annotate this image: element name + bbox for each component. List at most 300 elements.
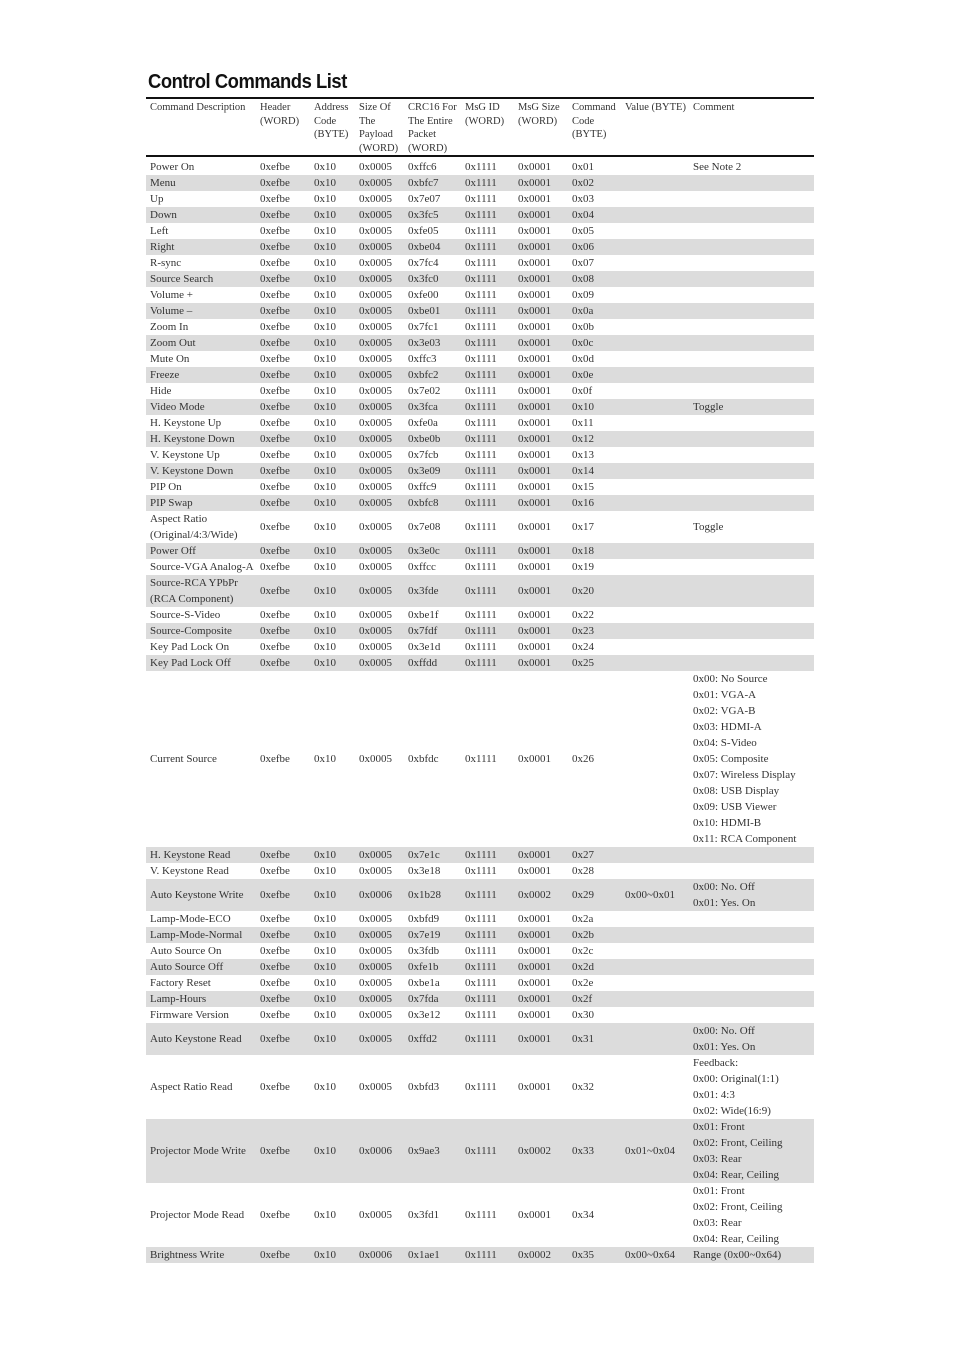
header-cell: 0xefbe <box>260 1081 290 1093</box>
comment-cell <box>689 671 814 847</box>
command-description-cell: Right <box>146 239 256 255</box>
msg-size-cell: 0x0001 <box>518 641 551 653</box>
address-code-cell: 0x10 <box>314 289 336 301</box>
value-cell <box>621 431 689 447</box>
crc16-cell: 0x3e18 <box>408 865 441 877</box>
command-code-cell: 0x30 <box>572 1009 594 1021</box>
comment-line: 0x01: Front <box>693 1185 745 1197</box>
value-cell <box>621 543 689 559</box>
header-cell: 0xefbe <box>256 847 310 863</box>
payload-size-cell: 0x0005 <box>355 543 404 559</box>
crc16-cell: 0xbe1a <box>408 977 440 989</box>
payload-size-cell: 0x0005 <box>359 1209 392 1221</box>
msg-id-cell: 0x1111 <box>465 161 497 173</box>
msg-id-cell: 0x1111 <box>461 575 514 607</box>
header-cell: 0xefbe <box>260 161 290 173</box>
address-code-cell: 0x10 <box>314 865 336 877</box>
table-row <box>146 623 814 639</box>
table-row <box>146 191 814 207</box>
column-header: Address Code (BYTE) <box>310 98 355 156</box>
comment-line: 0x01: VGA-A <box>693 689 757 701</box>
command-description-cell: Volume – <box>146 303 256 319</box>
crc16-cell: 0xffc6 <box>408 161 437 173</box>
msg-id-cell: 0x1111 <box>461 847 514 863</box>
header-cell: 0xefbe <box>260 257 290 269</box>
comment-line: Toggle <box>693 521 724 533</box>
msg-id-cell: 0x1111 <box>465 385 497 397</box>
command-code-cell: 0x2e <box>572 977 594 989</box>
command-code-cell: 0x33 <box>568 1119 621 1183</box>
address-code-cell: 0x10 <box>314 913 336 925</box>
table-row <box>146 447 814 463</box>
header-cell: 0xefbe <box>256 463 310 479</box>
header-cell: 0xefbe <box>260 481 290 493</box>
msg-size-cell: 0x0001 <box>518 945 551 957</box>
msg-size-cell: 0x0001 <box>518 289 551 301</box>
value-cell <box>621 239 689 255</box>
header-cell: 0xefbe <box>256 1023 310 1055</box>
comment-line: See Note 2 <box>693 161 742 173</box>
value-cell <box>621 415 689 431</box>
command-code-cell: 0x24 <box>572 641 594 653</box>
payload-size-cell: 0x0005 <box>355 495 404 511</box>
table-row <box>146 383 814 399</box>
comment-cell <box>689 607 814 623</box>
payload-size-cell: 0x0005 <box>359 225 392 237</box>
value-cell <box>621 175 689 191</box>
comment-cell <box>689 959 814 975</box>
msg-size-cell: 0x0001 <box>518 161 551 173</box>
value-cell <box>621 156 689 175</box>
address-code-cell: 0x10 <box>310 175 355 191</box>
msg-size-cell: 0x0001 <box>514 239 568 255</box>
table-row <box>146 495 814 511</box>
table-row <box>146 319 814 335</box>
header-cell: 0xefbe <box>260 1209 290 1221</box>
command-description-cell: Source-S-Video <box>150 609 221 621</box>
crc16-cell: 0x3e03 <box>404 335 461 351</box>
payload-size-cell: 0x0005 <box>359 353 392 365</box>
crc16-cell: 0x7e07 <box>408 193 441 205</box>
header-cell: 0xefbe <box>256 623 310 639</box>
address-code-cell: 0x10 <box>314 1009 336 1021</box>
comment-line: 0x00: No. Off <box>693 881 755 893</box>
address-code-cell: 0x10 <box>310 303 355 319</box>
payload-size-cell: 0x0006 <box>355 1247 404 1263</box>
msg-id-cell: 0x1111 <box>465 865 497 877</box>
msg-id-cell: 0x1111 <box>461 927 514 943</box>
command-code-cell: 0x20 <box>568 575 621 607</box>
comment-cell <box>689 156 814 175</box>
comment-line: 0x00: Original(1:1) <box>693 1073 779 1085</box>
command-code-cell: 0x32 <box>572 1081 594 1093</box>
command-description-cell: Down <box>146 207 256 223</box>
comment-line: 0x09: USB Viewer <box>693 801 777 813</box>
header-cell: 0xefbe <box>260 1009 290 1021</box>
payload-size-cell: 0x0005 <box>355 655 404 671</box>
table-row <box>146 1183 814 1247</box>
command-description-cell: Source-Composite <box>146 623 256 639</box>
command-description-cell: Lamp-Mode-Normal <box>146 927 256 943</box>
address-code-cell: 0x10 <box>314 1209 336 1221</box>
payload-size-cell: 0x0005 <box>355 303 404 319</box>
command-description-cell: H. Keystone Read <box>146 847 256 863</box>
command-description-cell: Hide <box>150 385 172 397</box>
crc16-cell: 0x9ae3 <box>404 1119 461 1183</box>
payload-size-cell: 0x0005 <box>355 207 404 223</box>
table-row <box>146 655 814 671</box>
crc16-cell: 0x3e12 <box>408 1009 441 1021</box>
address-code-cell: 0x10 <box>314 609 336 621</box>
comment-cell <box>689 1119 814 1183</box>
comment-cell <box>689 543 814 559</box>
comment-cell <box>689 463 814 479</box>
msg-id-cell: 0x1111 <box>465 449 497 461</box>
payload-size-cell: 0x0005 <box>355 1023 404 1055</box>
address-code-cell: 0x10 <box>310 847 355 863</box>
msg-id-cell: 0x1111 <box>465 1209 497 1221</box>
command-description-cell: V. Keystone Down <box>146 463 256 479</box>
crc16-cell: 0xbe1f <box>408 609 439 621</box>
address-code-cell: 0x10 <box>310 367 355 383</box>
command-description-cell: Source-RCA YPbPr (RCA Component) <box>146 575 256 607</box>
msg-id-cell: 0x1111 <box>461 991 514 1007</box>
crc16-cell: 0xbfc7 <box>404 175 461 191</box>
msg-size-cell: 0x0001 <box>518 865 551 877</box>
command-code-cell: 0x2f <box>568 991 621 1007</box>
msg-id-cell: 0x1111 <box>461 175 514 191</box>
crc16-cell: 0x7e08 <box>408 521 441 533</box>
address-code-cell: 0x10 <box>310 879 355 911</box>
payload-size-cell: 0x0006 <box>355 1119 404 1183</box>
address-code-cell: 0x10 <box>310 207 355 223</box>
msg-id-cell: 0x1111 <box>461 399 514 415</box>
comment-line: 0x11: RCA Component <box>693 833 797 845</box>
table-row <box>146 639 814 655</box>
address-code-cell: 0x10 <box>314 481 336 493</box>
command-description-cell: Video Mode <box>146 399 256 415</box>
value-cell <box>621 463 689 479</box>
payload-size-cell: 0x0005 <box>355 367 404 383</box>
comment-cell <box>689 415 814 431</box>
payload-size-cell: 0x0005 <box>359 417 392 429</box>
command-description-cell: Auto Keystone Write <box>146 879 256 911</box>
table-row <box>146 367 814 383</box>
payload-size-cell: 0x0005 <box>359 193 392 205</box>
payload-size-cell: 0x0005 <box>355 175 404 191</box>
comment-cell <box>689 495 814 511</box>
header-cell: 0xefbe <box>260 521 290 533</box>
comment-cell <box>689 255 814 271</box>
command-description-cell: H. Keystone Up <box>150 417 222 429</box>
command-code-cell: 0x10 <box>568 399 621 415</box>
address-code-cell: 0x10 <box>310 623 355 639</box>
msg-size-cell: 0x0001 <box>514 495 568 511</box>
crc16-cell: 0xfe0a <box>408 417 438 429</box>
table-row <box>146 671 814 847</box>
address-code-cell: 0x10 <box>310 575 355 607</box>
header-cell: 0xefbe <box>260 449 290 461</box>
crc16-cell: 0xfe00 <box>408 289 439 301</box>
table-row <box>146 1119 814 1183</box>
command-description-cell: R-sync <box>150 257 182 269</box>
value-cell <box>621 447 689 463</box>
crc16-cell: 0x1b28 <box>404 879 461 911</box>
command-code-cell: 0x0a <box>568 303 621 319</box>
comment-cell <box>689 271 814 287</box>
value-cell <box>621 495 689 511</box>
column-header: Size Of The Payload (WORD) <box>355 98 404 156</box>
column-header: Command Code (BYTE) <box>568 98 621 156</box>
table-row <box>146 543 814 559</box>
payload-size-cell: 0x0005 <box>355 623 404 639</box>
msg-size-cell: 0x0001 <box>518 353 551 365</box>
msg-size-cell: 0x0001 <box>514 927 568 943</box>
table-row <box>146 223 814 239</box>
value-cell <box>621 255 689 271</box>
address-code-cell: 0x10 <box>314 945 336 957</box>
msg-size-cell: 0x0001 <box>518 1009 551 1021</box>
command-code-cell: 0x13 <box>572 449 594 461</box>
msg-size-cell: 0x0001 <box>514 655 568 671</box>
crc16-cell: 0x7fc4 <box>408 257 439 269</box>
address-code-cell: 0x10 <box>314 417 336 429</box>
table-row <box>146 975 814 991</box>
header-cell: 0xefbe <box>260 385 290 397</box>
crc16-cell: 0x3fde <box>404 575 461 607</box>
crc16-cell: 0x3e0c <box>404 543 461 559</box>
crc16-cell: 0x3e1d <box>408 641 441 653</box>
address-code-cell: 0x10 <box>310 335 355 351</box>
comment-line: 0x02: VGA-B <box>693 705 756 717</box>
msg-id-cell: 0x1111 <box>461 959 514 975</box>
crc16-cell: 0x7fc1 <box>408 321 439 333</box>
crc16-cell: 0x3fc5 <box>404 207 461 223</box>
comment-cell <box>689 847 814 863</box>
command-description-cell: PIP Swap <box>146 495 256 511</box>
value-cell <box>621 847 689 863</box>
msg-size-cell: 0x0001 <box>514 623 568 639</box>
msg-id-cell: 0x1111 <box>461 271 514 287</box>
comment-cell <box>689 367 814 383</box>
comment-cell <box>689 927 814 943</box>
table-row <box>146 511 814 543</box>
msg-size-cell: 0x0001 <box>518 321 551 333</box>
header-cell: 0xefbe <box>260 225 290 237</box>
header-cell: 0xefbe <box>260 913 290 925</box>
msg-id-cell: 0x1111 <box>465 753 497 765</box>
comment-cell <box>689 1183 814 1247</box>
control-commands-table <box>146 97 814 1263</box>
table-row <box>146 303 814 319</box>
msg-id-cell: 0x1111 <box>465 609 497 621</box>
comment-cell <box>689 911 814 927</box>
comment-line: 0x04: Rear, Ceiling <box>693 1169 780 1181</box>
command-description-cell: Brightness Write <box>146 1247 256 1263</box>
command-code-cell: 0x05 <box>572 225 594 237</box>
command-code-cell: 0x01 <box>572 161 594 173</box>
table-row <box>146 607 814 623</box>
comment-cell <box>689 943 814 959</box>
table-row <box>146 479 814 495</box>
command-description-cell: Source-VGA Analog-A <box>150 561 254 573</box>
header-cell: 0xefbe <box>260 753 290 765</box>
command-description-cell: V. Keystone Read <box>150 865 229 877</box>
comment-line: 0x04: Rear, Ceiling <box>693 1233 780 1245</box>
comment-line: 0x02: Front, Ceiling <box>693 1201 783 1213</box>
command-description-cell: Menu <box>146 175 256 191</box>
msg-size-cell: 0x0001 <box>518 1081 551 1093</box>
payload-size-cell: 0x0005 <box>359 753 392 765</box>
msg-size-cell: 0x0001 <box>518 385 551 397</box>
header-cell: 0xefbe <box>256 239 310 255</box>
header-cell: 0xefbe <box>260 561 290 573</box>
header-cell: 0xefbe <box>256 175 310 191</box>
address-code-cell: 0x10 <box>314 521 336 533</box>
command-code-cell: 0x34 <box>572 1209 594 1221</box>
address-code-cell: 0x10 <box>310 543 355 559</box>
msg-id-cell: 0x1111 <box>461 623 514 639</box>
msg-id-cell: 0x1111 <box>461 303 514 319</box>
address-code-cell: 0x10 <box>310 495 355 511</box>
address-code-cell: 0x10 <box>310 959 355 975</box>
msg-size-cell: 0x0001 <box>514 575 568 607</box>
command-code-cell: 0x03 <box>572 193 594 205</box>
comment-cell <box>689 1247 814 1263</box>
header-cell: 0xefbe <box>256 575 310 607</box>
msg-id-cell: 0x1111 <box>465 225 497 237</box>
msg-size-cell: 0x0001 <box>514 175 568 191</box>
msg-size-cell: 0x0001 <box>518 1209 551 1221</box>
column-header: Value (BYTE) <box>621 98 689 156</box>
command-code-cell: 0x2b <box>568 927 621 943</box>
msg-id-cell: 0x1111 <box>461 367 514 383</box>
value-cell <box>621 287 689 303</box>
payload-size-cell: 0x0006 <box>355 879 404 911</box>
header-cell: 0xefbe <box>260 641 290 653</box>
comment-cell <box>689 207 814 223</box>
msg-size-cell: 0x0001 <box>518 225 551 237</box>
command-description-cell: Key Pad Lock On <box>150 641 230 653</box>
header-cell: 0xefbe <box>256 367 310 383</box>
value-cell <box>621 575 689 607</box>
header-cell: 0xefbe <box>256 303 310 319</box>
command-description-cell: Power On <box>150 161 195 173</box>
table-row <box>146 271 814 287</box>
comment-cell <box>689 863 814 879</box>
table-row <box>146 399 814 415</box>
msg-id-cell: 0x1111 <box>465 521 497 533</box>
command-code-cell: 0x29 <box>568 879 621 911</box>
table-row <box>146 575 814 607</box>
msg-size-cell: 0x0001 <box>514 959 568 975</box>
command-description-cell: Lamp-Mode-ECO <box>150 913 231 925</box>
command-code-cell: 0x02 <box>568 175 621 191</box>
address-code-cell: 0x10 <box>310 1247 355 1263</box>
value-cell <box>621 207 689 223</box>
command-code-cell: 0x06 <box>568 239 621 255</box>
msg-id-cell: 0x1111 <box>461 239 514 255</box>
table-row <box>146 463 814 479</box>
comment-cell <box>689 175 814 191</box>
payload-size-cell: 0x0005 <box>355 463 404 479</box>
crc16-cell: 0xbe0b <box>404 431 461 447</box>
comment-cell <box>689 575 814 607</box>
value-cell <box>621 1183 689 1247</box>
msg-size-cell: 0x0001 <box>518 193 551 205</box>
address-code-cell: 0x10 <box>314 449 336 461</box>
msg-id-cell: 0x1111 <box>461 207 514 223</box>
comment-line: 0x08: USB Display <box>693 785 780 797</box>
msg-size-cell: 0x0001 <box>514 207 568 223</box>
msg-id-cell: 0x1111 <box>461 431 514 447</box>
msg-id-cell: 0x1111 <box>461 1119 514 1183</box>
table-row <box>146 959 814 975</box>
command-code-cell: 0x2a <box>572 913 594 925</box>
value-cell <box>621 607 689 623</box>
command-description-cell: Key Pad Lock Off <box>146 655 256 671</box>
value-cell <box>621 335 689 351</box>
payload-size-cell: 0x0005 <box>359 289 392 301</box>
msg-size-cell: 0x0001 <box>518 609 551 621</box>
comment-cell <box>689 1007 814 1023</box>
comment-line: 0x03: Rear <box>693 1153 742 1165</box>
command-description-cell: PIP On <box>150 481 182 493</box>
crc16-cell: 0x3fc0 <box>404 271 461 287</box>
comment-cell <box>689 639 814 655</box>
command-description-cell: Current Source <box>150 753 217 765</box>
msg-id-cell: 0x1111 <box>461 335 514 351</box>
msg-id-cell: 0x1111 <box>465 193 497 205</box>
msg-size-cell: 0x0001 <box>514 367 568 383</box>
msg-id-cell: 0x1111 <box>461 495 514 511</box>
crc16-cell: 0xffdd <box>404 655 461 671</box>
command-code-cell: 0x18 <box>568 543 621 559</box>
payload-size-cell: 0x0005 <box>359 449 392 461</box>
table-row <box>146 863 814 879</box>
msg-size-cell: 0x0001 <box>518 913 551 925</box>
header-cell: 0xefbe <box>256 927 310 943</box>
command-code-cell: 0x28 <box>572 865 594 877</box>
msg-id-cell: 0x1111 <box>465 945 497 957</box>
table-row <box>146 1007 814 1023</box>
table-row <box>146 1247 814 1263</box>
value-cell <box>621 511 689 543</box>
payload-size-cell: 0x0005 <box>355 991 404 1007</box>
table-row <box>146 335 814 351</box>
payload-size-cell: 0x0005 <box>359 521 392 533</box>
value-cell <box>621 671 689 847</box>
payload-size-cell: 0x0005 <box>359 257 392 269</box>
msg-id-cell: 0x1111 <box>465 257 497 269</box>
value-cell <box>621 479 689 495</box>
value-cell <box>621 1055 689 1119</box>
payload-size-cell: 0x0005 <box>355 431 404 447</box>
payload-size-cell: 0x0005 <box>355 847 404 863</box>
payload-size-cell: 0x0005 <box>355 399 404 415</box>
header-cell: 0xefbe <box>260 977 290 989</box>
comment-cell <box>689 383 814 399</box>
crc16-cell: 0xbfd3 <box>408 1081 440 1093</box>
value-cell <box>621 191 689 207</box>
command-code-cell: 0x31 <box>568 1023 621 1055</box>
header-cell: 0xefbe <box>256 335 310 351</box>
crc16-cell: 0x3fca <box>404 399 461 415</box>
value-cell <box>621 623 689 639</box>
table-header-row <box>146 98 814 156</box>
command-description-cell: Aspect Ratio (Original/4:3/Wide) <box>150 513 238 541</box>
comment-cell <box>689 975 814 991</box>
